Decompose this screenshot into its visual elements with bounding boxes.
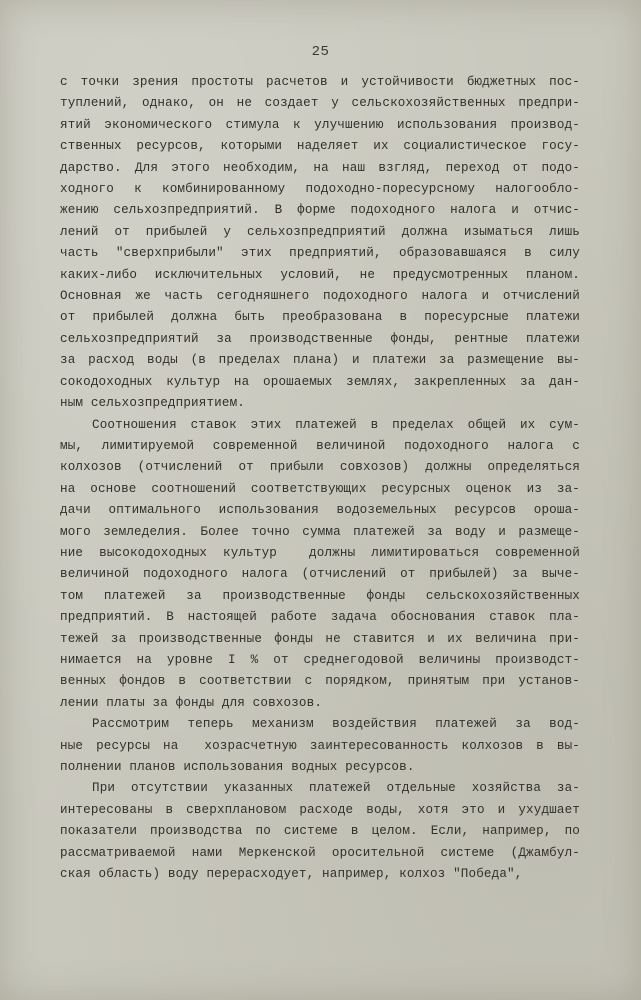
text-line: мого земледелия. Более точно сумма платежей за воду и размеще- (60, 524, 580, 539)
text-line: мы, лимитируемой современной величиной подоходного налога с (60, 438, 580, 453)
text-line: полнении планов использования водных ресурсов. (60, 760, 415, 774)
document-body (60, 72, 580, 885)
text-line: Рассмотрим теперь механизм воздействия платежей за вод- (92, 717, 580, 732)
text-line: ская область) воду перерасходует, например, колхоз "Победа", (60, 867, 523, 882)
text-line: дачи оптимального использования водоземельных ресурсов ороша- (60, 503, 580, 518)
text-line: каких-либо исключительных условий, не предусмотренных планом. (60, 267, 580, 282)
paragraph-4 (60, 778, 580, 885)
text-line: Основная же часть сегодняшнего подоходного налога и отчислений (60, 289, 580, 304)
text-line: ственных ресурсов, которыми наделяет их социалистическое госу- (60, 139, 580, 154)
text-line: часть "сверхприбыли" этих предприятий, образовавшаяся в силу (60, 246, 580, 261)
page-number: 25 (311, 44, 330, 60)
text-line: При отсутствии указанных платежей отдельные хозяйства за- (92, 781, 580, 796)
text-line: ные ресурсы на хозрасчетную заинтересованность колхозов в вы- (60, 738, 580, 753)
text-line: лений от прибылей у сельхозпредприятий должна изыматься лишь (60, 224, 580, 239)
text-line: том платежей за производственные фонды сельскохозяйственных (60, 588, 580, 603)
text-line: сельхозпредприятий за производственные фонды, рентные платежи (60, 331, 580, 346)
text-line: дарство. Для этого необходим, на наш взгляд, переход от подо- (60, 160, 580, 175)
text-line: величиной подоходного налога (отчислений от прибылей) за выче- (60, 567, 580, 582)
text-line: ние высокодоходных культур должны лимитироваться современной (60, 545, 580, 560)
text-line: от прибылей должна быть преобразована в поресурсные платежи (60, 310, 580, 325)
text-line: колхозов (отчислений от прибыли совхозов) должны определяться (60, 460, 580, 475)
text-line: ходного к комбинированному подоходно-поресурсному налогообло- (60, 182, 580, 197)
text-line: за расход воды (в пределах плана) и платежи за размещение вы- (60, 353, 580, 368)
text-line: венных фондов в соответствии с порядком, принятым при установ- (60, 674, 580, 689)
text-line: предприятий. В настоящей работе задача обоснования ставок пла- (60, 610, 580, 625)
text-line: с точки зрения простоты расчетов и устойчивости бюджетных пос- (60, 75, 580, 89)
text-line: сокодоходных культур на орошаемых землях, закрепленных за дан- (60, 374, 580, 389)
paragraph-1 (60, 72, 580, 415)
text-line: интересованы в сверхплановом расходе воды, хотя это и ухудшает (60, 802, 580, 817)
text-line: лении платы за фонды для совхозов. (60, 695, 323, 710)
text-line: показатели производства по системе в целом. Если, например, по (60, 824, 580, 839)
paragraph-3 (60, 714, 580, 778)
text-line: нимается на уровне I % от среднегодовой величины производст- (60, 652, 580, 667)
paragraph-2 (60, 415, 580, 715)
text-line: ятий экономического стимула к улучшению использования производ- (60, 117, 580, 132)
text-line: рассматриваемой нами Меркенской оросительной системе (Джамбул- (60, 845, 580, 860)
text-line: Соотношения ставок этих платежей в пределах общей их сум- (92, 417, 580, 432)
text-line: на основе соотношений соответствующих ресурсных оценок из за- (60, 481, 580, 496)
text-line: жению сельхозпредприятий. В форме подоходного налога и отчис- (60, 203, 580, 218)
text-line: тежей за производственные фонды не ставится и их величина при- (60, 631, 580, 646)
text-line: туплений, однако, он не создает у сельскохозяйственных предпри- (60, 96, 580, 111)
text-line: ным сельхозпредприятием. (60, 396, 245, 411)
